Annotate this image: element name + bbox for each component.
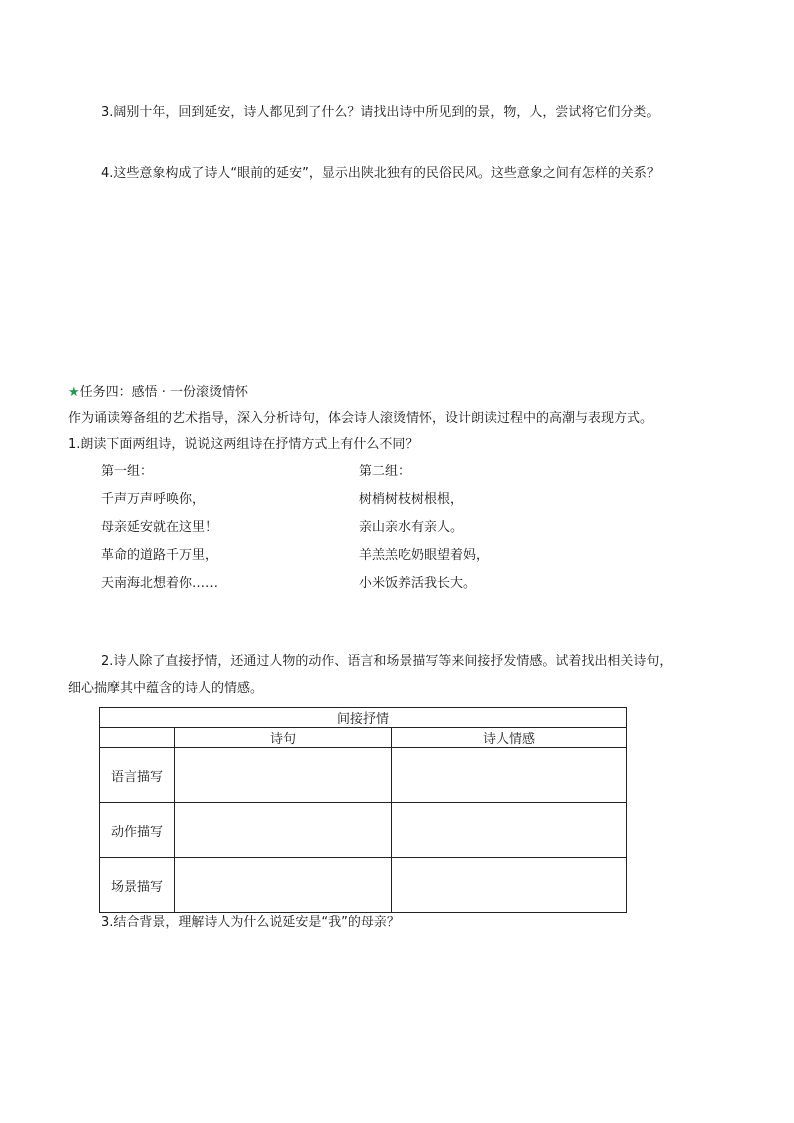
table-header-emotion: 诗人情感 (392, 728, 627, 748)
poem-line: 小米饭养活我长大。 (359, 576, 477, 591)
poem-group-2-label: 第二组： (359, 464, 412, 479)
row-label-language: 语言描写 (100, 748, 175, 803)
task4-intro: 作为诵读筹备组的艺术指导，深入分析诗句，体会诗人滚烫情怀，设计朗读过程中的高潮与表现方式。 (68, 411, 654, 426)
poem-line: 羊羔羔吃奶眼望着妈， (359, 548, 490, 563)
table-row (100, 748, 627, 803)
poem-line: 千声万声呼唤你， (101, 492, 206, 507)
poem-line: 革命的道路千万里， (101, 548, 219, 563)
task4-question-2-line-2: 细心揣摩其中蕴含的诗人的情感。 (68, 681, 264, 696)
question-3-top: 3.阔别十年，回到延安，诗人都见到了什么？请找出诗中所见到的景，物，人，尝试将它们分类。 (101, 105, 660, 120)
poem-line: 树梢树枝树根根， (359, 492, 464, 507)
table-header-verse: 诗句 (175, 728, 392, 748)
poem-group-2 (359, 463, 489, 603)
row-label-action: 动作描写 (100, 803, 175, 858)
table-row (100, 858, 627, 913)
poem-line: 亲山亲水有亲人。 (359, 520, 464, 535)
task4-question-2-line-1: 2.诗人除了直接抒情，还通过人物的动作、语言和场景描写等来间接抒发情感。试着找出相关诗句， (101, 654, 673, 669)
task4-title: 任务四：感悟 · 一份滚烫情怀 (79, 385, 249, 400)
verse-cell[interactable] (175, 858, 392, 913)
poem-line: 天南海北想着你…… (101, 576, 219, 591)
emotion-cell[interactable] (392, 803, 627, 858)
indirect-lyric-table (99, 707, 627, 913)
emotion-cell[interactable] (392, 748, 627, 803)
table-row (100, 803, 627, 858)
emotion-cell[interactable] (392, 858, 627, 913)
verse-cell[interactable] (175, 748, 392, 803)
question-4-top: 4.这些意象构成了诗人“眼前的延安”，显示出陕北独有的民俗民风。这些意象之间有怎样的关系？ (101, 166, 660, 181)
poem-group-1 (101, 463, 218, 603)
task4-question-1: 1.朗读下面两组诗，说说这两组诗在抒情方式上有什么不同？ (68, 437, 419, 452)
table-title: 间接抒情 (100, 708, 627, 728)
poem-group-1-label: 第一组： (101, 464, 154, 479)
table-corner-cell (100, 728, 175, 748)
star-icon: ★ (68, 385, 80, 400)
row-label-scene: 场景描写 (100, 858, 175, 913)
task4-heading (68, 384, 248, 402)
verse-cell[interactable] (175, 803, 392, 858)
poem-line: 母亲延安就在这里！ (101, 520, 219, 535)
task4-question-3: 3.结合背景，理解诗人为什么说延安是“我”的母亲？ (101, 915, 400, 930)
